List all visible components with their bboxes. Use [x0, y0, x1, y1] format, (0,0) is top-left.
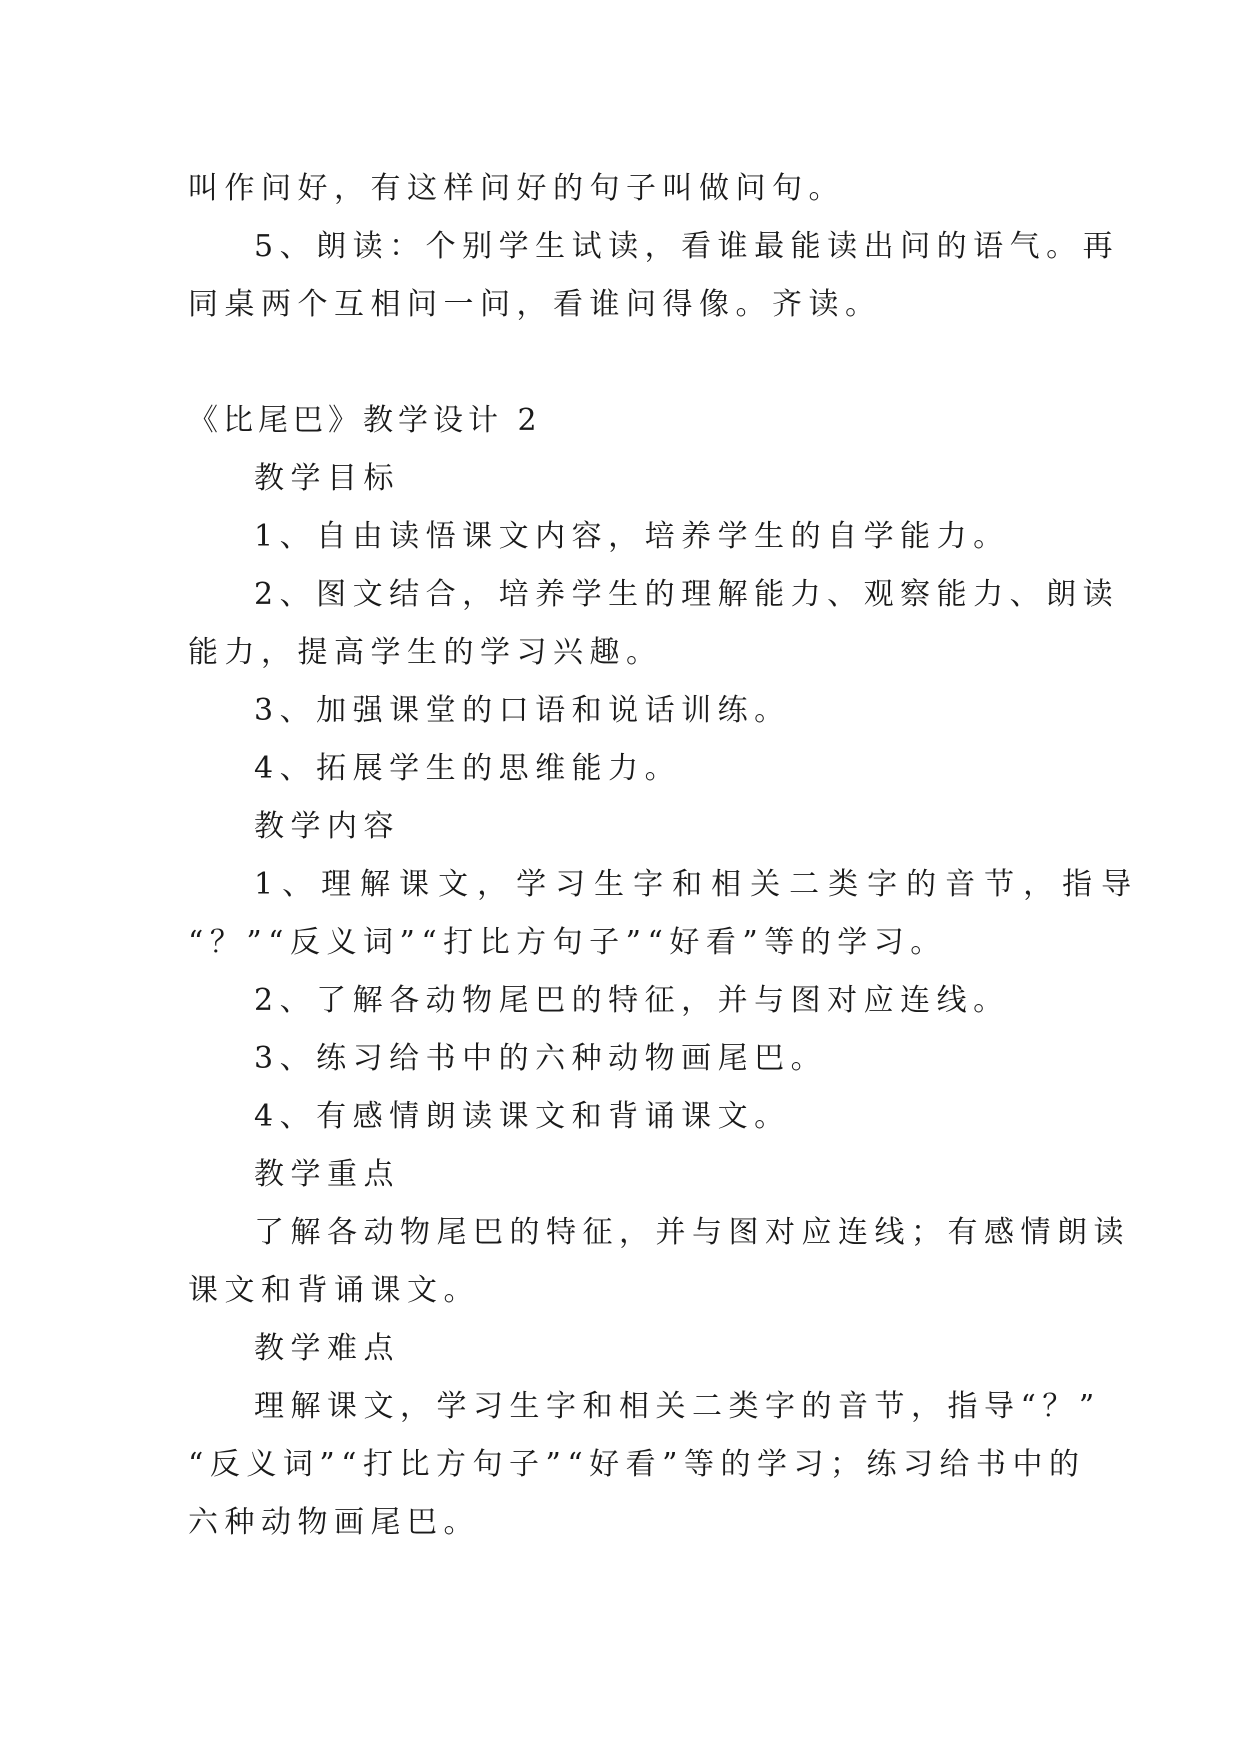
- difficulty-line: 理解课文，学习生字和相关二类字的音节，指导“？”: [254, 1389, 1101, 1424]
- content-item: 4、有感情朗读课文和背诵课文。: [254, 1099, 791, 1134]
- difficulty-line: “反义词”“打比方句子”“好看”等的学习；练习给书中的: [188, 1447, 1086, 1482]
- section-heading-objectives: 教学目标: [254, 461, 400, 496]
- content-item: 2、了解各动物尾巴的特征，并与图对应连线。: [254, 983, 1010, 1018]
- difficulty-line: 六种动物画尾巴。: [188, 1505, 480, 1540]
- section-gap: [188, 334, 1058, 392]
- key-point-line: 了解各动物尾巴的特征，并与图对应连线；有感情朗读: [254, 1215, 1130, 1250]
- content-item: 3、练习给书中的六种动物画尾巴。: [254, 1041, 828, 1076]
- section-heading-key-points: 教学重点: [254, 1157, 400, 1192]
- objective-item: 1、自由读悟课文内容，培养学生的自学能力。: [254, 519, 1010, 554]
- paragraph-line: 叫作问好，有这样问好的句子叫做问句。: [188, 171, 845, 206]
- paragraph-line: 同桌两个互相问一问，看谁问得像。齐读。: [188, 287, 882, 322]
- objective-item: 4、拓展学生的思维能力。: [254, 751, 682, 786]
- objective-item-continuation: 能力，提高学生的学习兴趣。: [188, 635, 663, 670]
- section-heading-difficulties: 教学难点: [254, 1331, 400, 1366]
- objective-item: 3、加强课堂的口语和说话训练。: [254, 693, 791, 728]
- objective-item: 2、图文结合，培养学生的理解能力、观察能力、朗读: [254, 577, 1120, 612]
- content-item-continuation: “？”“反义词”“打比方句子”“好看”等的学习。: [188, 925, 947, 960]
- key-point-line: 课文和背诵课文。: [188, 1273, 480, 1308]
- document-body: [188, 160, 1141, 1552]
- paragraph-line: 5、朗读：个别学生试读，看谁最能读出问的语气。再: [254, 229, 1120, 264]
- section-heading-content: 教学内容: [254, 809, 400, 844]
- document-title: 《比尾巴》教学设计 2: [188, 403, 542, 438]
- content-item: 1、理解课文，学习生字和相关二类字的音节，指导: [254, 867, 1141, 902]
